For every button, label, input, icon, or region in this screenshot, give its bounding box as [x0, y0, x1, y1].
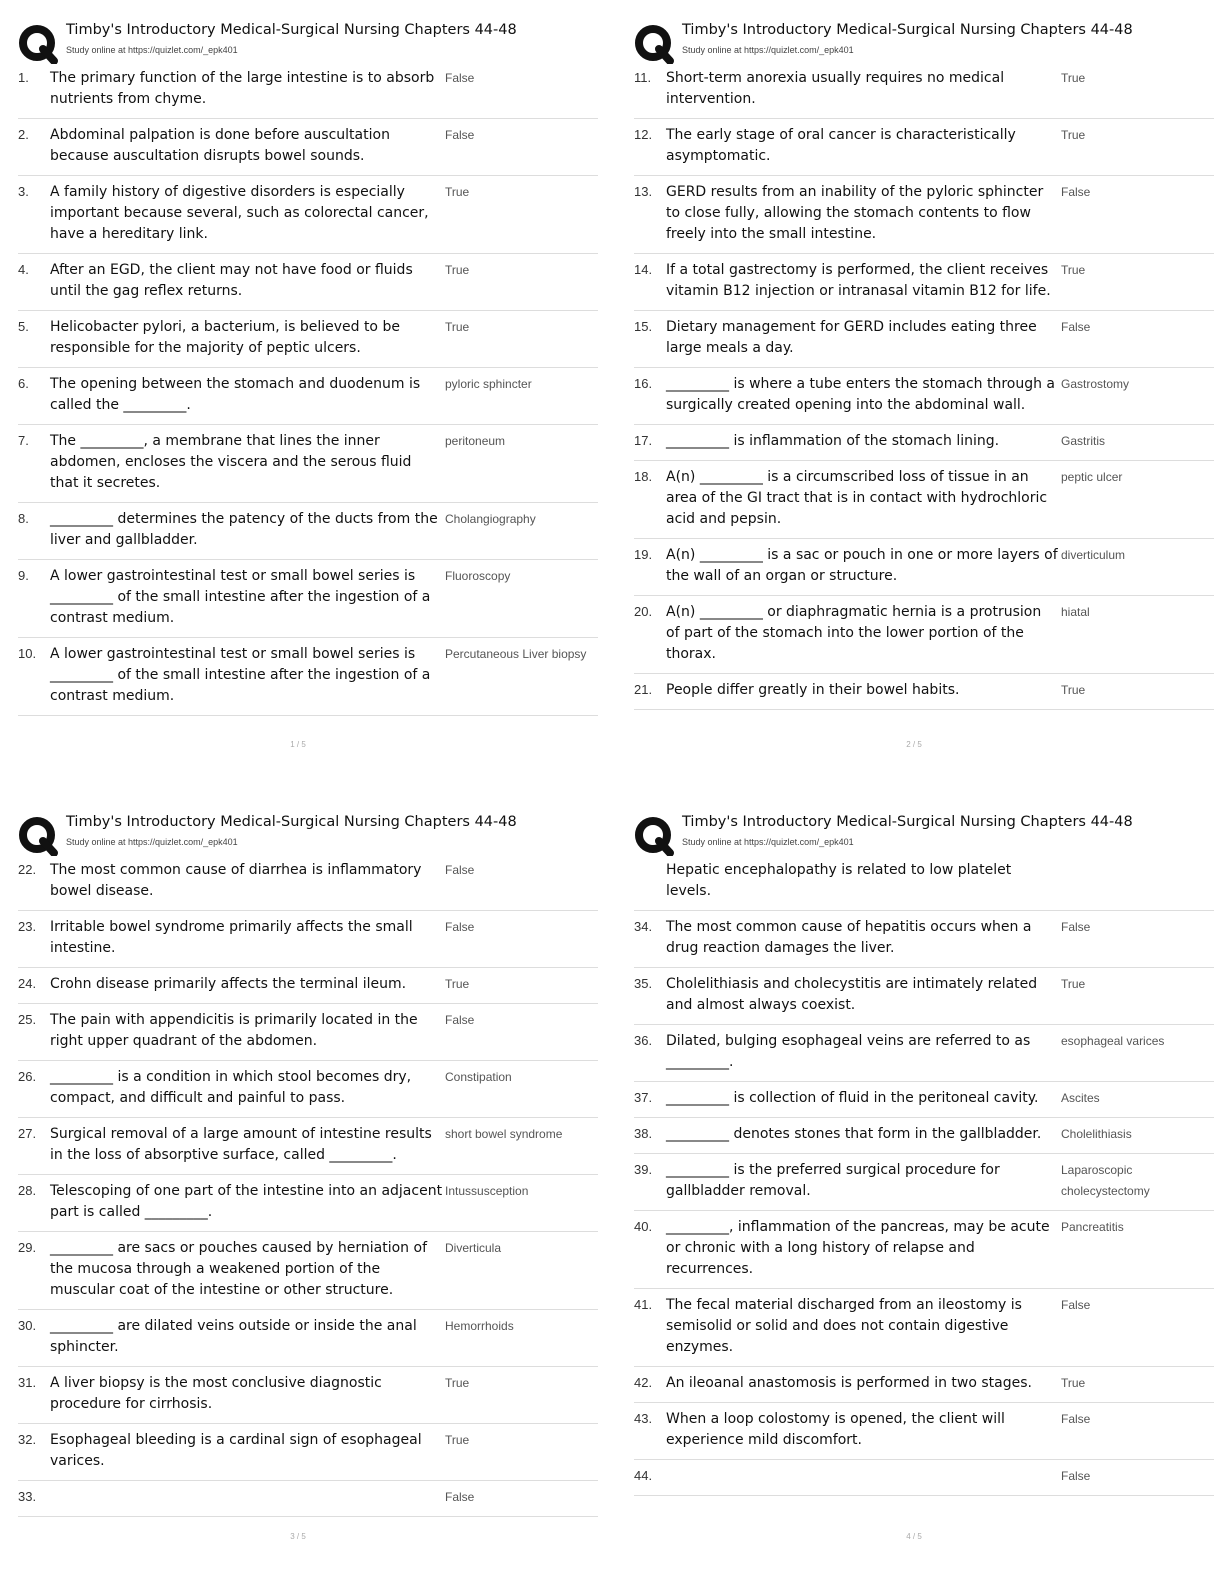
page-number: 1 / 5 [290, 740, 306, 749]
question-number: 42. [634, 1375, 653, 1390]
qa-row [634, 1460, 1214, 1496]
question-text: _________ are sacs or pouches caused by herniation of the mucosa through a weakened portion of the muscular coat of the intestine or other structure. [50, 1240, 427, 1298]
answer-text: True [1061, 71, 1086, 85]
question-number: 21. [634, 682, 653, 697]
answer-text: False [1061, 1469, 1091, 1483]
question-text: _________ is a condition in which stool becomes dry, compact, and difficult and painful to pass. [50, 1069, 412, 1106]
question-text: _________ is collection of fluid in the peritoneal cavity. [666, 1090, 1039, 1106]
qa-row [634, 854, 1214, 911]
question-number: 27. [18, 1126, 37, 1141]
qa-row [634, 311, 1214, 368]
question-number: 34. [634, 919, 653, 934]
qa-row [18, 254, 598, 311]
question-number: 40. [634, 1219, 653, 1234]
question-text: _________ is inflammation of the stomach lining. [666, 433, 1000, 449]
question-number: 17. [634, 433, 653, 448]
answer-text: Percutaneous Liver biopsy [445, 647, 587, 661]
answer-text: False [1061, 920, 1091, 934]
answer-text: True [445, 1376, 470, 1390]
question-text: Dietary management for GERD includes eating three large meals a day. [666, 319, 1037, 356]
qa-row [634, 1367, 1214, 1403]
question-number: 10. [18, 646, 37, 661]
question-text: A liver biopsy is the most conclusive diagnostic procedure for cirrhosis. [50, 1375, 382, 1412]
quizlet-logo-icon [634, 816, 674, 856]
answer-text: True [1061, 1376, 1086, 1390]
qa-row [18, 638, 598, 716]
question-text: An ileoanal anastomosis is performed in two stages. [666, 1375, 1032, 1391]
answer-text: False [1061, 320, 1091, 334]
qa-row [634, 911, 1214, 968]
answer-text: peritoneum [445, 434, 506, 448]
doc-subtitle-link[interactable]: Study online at https://quizlet.com/_epk401 [682, 45, 854, 55]
qa-row [18, 1061, 598, 1118]
question-number: 31. [18, 1375, 37, 1390]
question-text: The primary function of the large intestine is to absorb nutrients from chyme. [50, 70, 435, 107]
qa-row [634, 1082, 1214, 1118]
answer-text: peptic ulcer [1061, 470, 1123, 484]
qa-row [634, 1289, 1214, 1367]
qa-row [18, 503, 598, 560]
question-number: 44. [634, 1468, 653, 1483]
answer-text: diverticulum [1061, 548, 1126, 562]
answer-text: False [1061, 185, 1091, 199]
qa-row [18, 560, 598, 638]
answer-text: short bowel syndrome [445, 1127, 563, 1141]
question-text [50, 1487, 443, 1508]
answer-text: True [1061, 977, 1086, 991]
question-number: 39. [634, 1162, 653, 1177]
answer-text: Cholelithiasis [1061, 1127, 1132, 1141]
answer-text: Pancreatitis [1061, 1220, 1124, 1234]
answer-text: False [445, 920, 475, 934]
qa-row [18, 176, 598, 254]
question-number: 18. [634, 469, 653, 484]
page-header [18, 18, 598, 62]
qa-row [18, 968, 598, 1004]
qa-row [634, 968, 1214, 1025]
qa-row [634, 1211, 1214, 1289]
doc-subtitle-link[interactable]: Study online at https://quizlet.com/_epk401 [66, 45, 238, 55]
qa-row [18, 425, 598, 503]
answer-text: Cholangiography [445, 512, 536, 526]
question-number: 36. [634, 1033, 653, 1048]
qa-row [634, 461, 1214, 539]
question-number: 12. [634, 127, 653, 142]
question-number: 1. [18, 70, 29, 85]
question-text: _________ is the preferred surgical procedure for gallbladder removal. [666, 1162, 1000, 1199]
qa-row [18, 911, 598, 968]
question-number: 15. [634, 319, 653, 334]
question-number: 14. [634, 262, 653, 277]
doc-title: Timby's Introductory Medical-Surgical Nursing Chapters 44-48 [682, 22, 1133, 38]
page-header [634, 810, 1214, 854]
question-text: Abdominal palpation is done before auscultation because auscultation disrupts bowel sounds. [50, 127, 390, 164]
answer-text: False [445, 71, 475, 85]
answer-text: Hemorrhoids [445, 1319, 514, 1333]
question-text: _________ are dilated veins outside or inside the anal sphincter. [50, 1318, 417, 1355]
question-text: _________ determines the patency of the ducts from the liver and gallbladder. [50, 511, 438, 548]
doc-subtitle-link[interactable]: Study online at https://quizlet.com/_epk401 [66, 837, 238, 847]
answer-text: pyloric sphincter [445, 377, 532, 391]
question-text: People differ greatly in their bowel habits. [666, 682, 960, 698]
question-number: 38. [634, 1126, 653, 1141]
question-text: Helicobacter pylori, a bacterium, is believed to be responsible for the majority of peptic ulcers. [50, 319, 400, 356]
page-2 [634, 18, 1214, 778]
qa-row [18, 1367, 598, 1424]
answer-text: Gastritis [1061, 434, 1106, 448]
qa-row [18, 311, 598, 368]
question-number: 5. [18, 319, 29, 334]
answer-text: False [1061, 1412, 1091, 1426]
question-text: Esophageal bleeding is a cardinal sign of esophageal varices. [50, 1432, 422, 1469]
question-text: Short-term anorexia usually requires no medical intervention. [666, 70, 1005, 107]
question-number: 9. [18, 568, 29, 583]
qa-row [634, 254, 1214, 311]
answer-text: hiatal [1061, 605, 1090, 619]
question-number: 26. [18, 1069, 37, 1084]
page-header [18, 810, 598, 854]
question-text: _________ denotes stones that form in the gallbladder. [666, 1126, 1042, 1142]
question-number: 28. [18, 1183, 37, 1198]
question-text: The pain with appendicitis is primarily located in the right upper quadrant of the abdomen. [50, 1012, 418, 1049]
answer-text: True [1061, 128, 1086, 142]
answer-text: False [1061, 1298, 1091, 1312]
qa-row [634, 368, 1214, 425]
doc-title: Timby's Introductory Medical-Surgical Nursing Chapters 44-48 [66, 22, 517, 38]
question-number: 33. [18, 1489, 37, 1504]
answer-text: Gastrostomy [1061, 377, 1130, 391]
question-text: Crohn disease primarily affects the terminal ileum. [50, 976, 407, 992]
qa-row [634, 539, 1214, 596]
answer-text: Diverticula [445, 1241, 502, 1255]
answer-text: Intussusception [445, 1184, 529, 1198]
answer-text: esophageal varices [1061, 1034, 1165, 1048]
answer-text: Ascites [1061, 1091, 1100, 1105]
question-number: 23. [18, 919, 37, 934]
question-text: A(n) _________ is a sac or pouch in one or more layers of the wall of an organ or structure. [666, 547, 1058, 584]
question-text: After an EGD, the client may not have food or fluids until the gag reflex returns. [50, 262, 413, 299]
question-text: A(n) _________ is a circumscribed loss of tissue in an area of the GI tract that is in contact with hydrochloric acid and pepsin. [666, 469, 1048, 527]
answer-text: True [1061, 683, 1086, 697]
qa-row [18, 1175, 598, 1232]
qa-row [634, 62, 1214, 119]
page-3 [18, 810, 598, 1570]
question-number: 6. [18, 376, 29, 391]
qa-row [634, 176, 1214, 254]
question-number: 16. [634, 376, 653, 391]
quizlet-logo-icon [18, 24, 58, 64]
question-text: Telescoping of one part of the intestine into an adjacent part is called _________. [50, 1183, 443, 1220]
doc-title: Timby's Introductory Medical-Surgical Nursing Chapters 44-48 [682, 814, 1133, 830]
question-text: Irritable bowel syndrome primarily affects the small intestine. [50, 919, 413, 956]
question-text: Hepatic encephalopathy is related to low platelet levels. [666, 862, 1012, 899]
question-text [666, 1466, 1059, 1487]
qa-row [18, 1232, 598, 1310]
question-number [634, 860, 666, 902]
answer-text: False [445, 128, 475, 142]
answer-text: True [1061, 263, 1086, 277]
question-number: 29. [18, 1240, 37, 1255]
question-number: 20. [634, 604, 653, 619]
question-text: _________, inflammation of the pancreas, may be acute or chronic with a long history of relapse and recurrences. [666, 1219, 1050, 1277]
qa-row [634, 674, 1214, 710]
qa-row [18, 1481, 598, 1517]
answer-text: True [445, 1433, 470, 1447]
question-number: 11. [634, 70, 652, 85]
question-text: A lower gastrointestinal test or small bowel series is _________ of the small intestine after the ingestion of a contrast medium. [50, 568, 431, 626]
page-number: 2 / 5 [906, 740, 922, 749]
answer-text: Constipation [445, 1070, 512, 1084]
question-number: 30. [18, 1318, 37, 1333]
question-number: 22. [18, 862, 37, 877]
qa-list [18, 854, 598, 1517]
question-text: The opening between the stomach and duodenum is called the _________. [50, 376, 421, 413]
qa-row [18, 368, 598, 425]
question-text: The _________, a membrane that lines the inner abdomen, encloses the viscera and the serous fluid that it secretes. [50, 433, 412, 491]
question-number: 19. [634, 547, 653, 562]
qa-list [18, 62, 598, 716]
question-number: 25. [18, 1012, 37, 1027]
question-number: 37. [634, 1090, 653, 1105]
question-text: A lower gastrointestinal test or small bowel series is _________ of the small intestine after the ingestion of a contrast medium. [50, 646, 431, 704]
qa-row [634, 1025, 1214, 1082]
answer-text: False [445, 863, 475, 877]
question-text: Dilated, bulging esophageal veins are referred to as _________. [666, 1033, 1031, 1070]
question-text: The most common cause of diarrhea is inflammatory bowel disease. [50, 862, 422, 899]
qa-row [634, 596, 1214, 674]
quizlet-logo-icon [634, 24, 674, 64]
question-text: When a loop colostomy is opened, the client will experience mild discomfort. [666, 1411, 1005, 1448]
qa-row [634, 119, 1214, 176]
answer-text: True [445, 185, 470, 199]
answer-text: Fluoroscopy [445, 569, 511, 583]
question-number: 7. [18, 433, 29, 448]
qa-list [634, 62, 1214, 710]
doc-subtitle-link[interactable]: Study online at https://quizlet.com/_epk401 [682, 837, 854, 847]
qa-row [634, 1118, 1214, 1154]
answer-text: False [445, 1013, 475, 1027]
qa-row [18, 1004, 598, 1061]
qa-row [18, 62, 598, 119]
qa-row [18, 854, 598, 911]
quizlet-logo-icon [18, 816, 58, 856]
question-number: 13. [634, 184, 653, 199]
qa-row [18, 1310, 598, 1367]
question-text: _________ is where a tube enters the stomach through a surgically created opening into the abdominal wall. [666, 376, 1056, 413]
question-text: The fecal material discharged from an ileostomy is semisolid or solid and does not contain digestive enzymes. [666, 1297, 1022, 1355]
qa-row [18, 1118, 598, 1175]
question-text: Surgical removal of a large amount of intestine results in the loss of absorptive surface, called _________. [50, 1126, 432, 1163]
question-number: 43. [634, 1411, 653, 1426]
question-number: 41. [634, 1297, 653, 1312]
page-4 [634, 810, 1214, 1570]
question-text: A(n) _________ or diaphragmatic hernia is a protrusion of part of the stomach into the lower portion of the thorax. [666, 604, 1042, 662]
question-number: 35. [634, 976, 653, 991]
qa-row [18, 1424, 598, 1481]
question-number: 4. [18, 262, 29, 277]
question-text: GERD results from an inability of the pyloric sphincter to close fully, allowing the stomach contents to flow freely into the small intestine. [666, 184, 1044, 242]
question-text: If a total gastrectomy is performed, the client receives vitamin B12 injection or intranasal vitamin B12 for life. [666, 262, 1051, 299]
question-number: 8. [18, 511, 29, 526]
qa-row [18, 119, 598, 176]
qa-row [634, 425, 1214, 461]
question-text: The early stage of oral cancer is characteristically asymptomatic. [666, 127, 1016, 164]
answer-text: True [445, 320, 470, 334]
answer-text: False [445, 1490, 475, 1504]
answer-text [1059, 860, 1214, 902]
page-header [634, 18, 1214, 62]
qa-list [634, 854, 1214, 1496]
answer-text: True [445, 263, 470, 277]
page-number: 3 / 5 [290, 1532, 306, 1541]
question-text: A family history of digestive disorders is especially important because several, such as colorectal cancer, have a hereditary link. [50, 184, 429, 242]
answer-text: Laparoscopic cholecystectomy [1061, 1163, 1150, 1198]
question-number: 3. [18, 184, 29, 199]
question-text: The most common cause of hepatitis occurs when a drug reaction damages the liver. [666, 919, 1032, 956]
answer-text: True [445, 977, 470, 991]
qa-row [634, 1403, 1214, 1460]
page-1 [18, 18, 598, 778]
page-number: 4 / 5 [906, 1532, 922, 1541]
qa-row [634, 1154, 1214, 1211]
question-number: 32. [18, 1432, 37, 1447]
doc-title: Timby's Introductory Medical-Surgical Nursing Chapters 44-48 [66, 814, 517, 830]
question-number: 24. [18, 976, 37, 991]
question-text: Cholelithiasis and cholecystitis are intimately related and almost always coexist. [666, 976, 1038, 1013]
question-number: 2. [18, 127, 29, 142]
